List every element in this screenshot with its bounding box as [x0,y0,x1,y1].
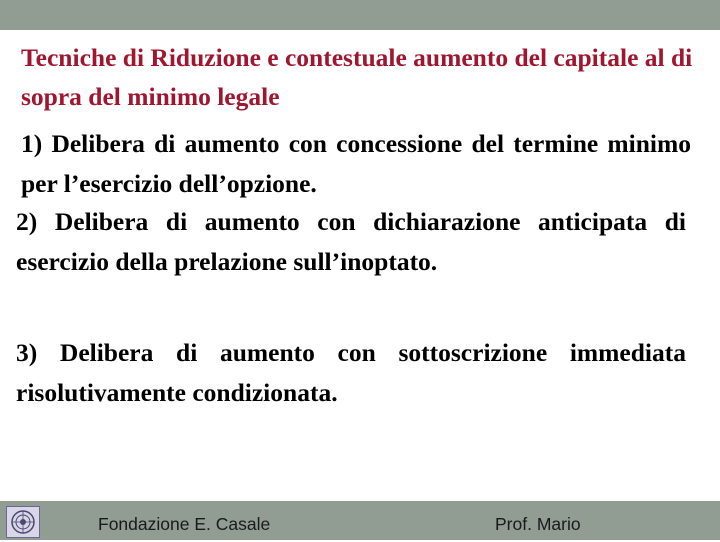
list-item: 1) Delibera di aumento con concessione del termine minimo per l’esercizio dell’opzione. [21,129,691,198]
list-item: 2) Delibera di aumento con dichiarazione anticipata di esercizio della prelazione sull’inoptato. [16,207,686,276]
footer-left-text: Fondazione E. Casale [98,514,271,534]
footer-right-text: Prof. Mario [495,514,581,534]
foundation-logo-icon [6,506,40,538]
top-bar [0,0,720,30]
list-item: 3) Delibera di aumento con sottoscrizione immediata risolutivamente condizionata. [16,338,686,407]
slide-title: Tecniche di Riduzione e contestuale aumento del capitale al di sopra del minimo legale [21,43,693,111]
